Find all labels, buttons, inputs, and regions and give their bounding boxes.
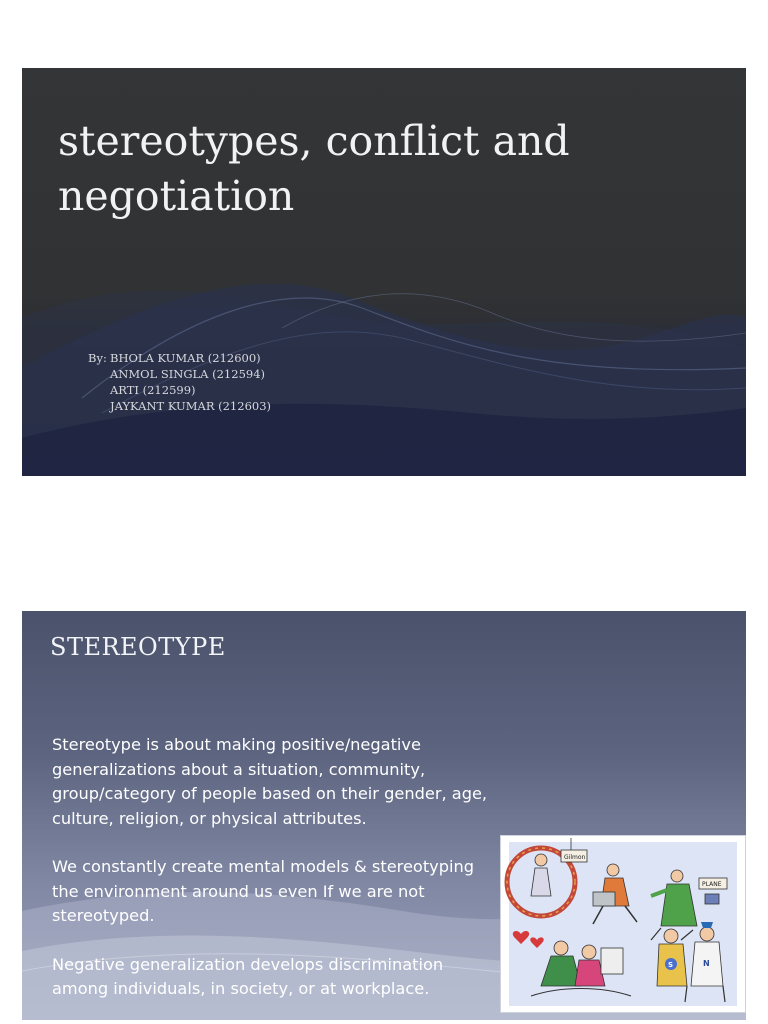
body-paragraph: We constantly create mental models & stereotyping the environment around us even If we are not stereotyped. — [52, 857, 475, 925]
slide-body — [52, 733, 492, 1020]
stereotype-cartoon-image — [500, 835, 746, 1013]
author-name: JAYKANT KUMAR (212603) — [110, 399, 271, 413]
cartoon-sign-text: N — [703, 959, 710, 968]
author-name: BHOLA KUMAR (212600) — [110, 351, 261, 365]
author-name: ARTI (212599) — [110, 383, 196, 397]
body-paragraph: Negative generalization develops discrimination among individuals, in society, or at workplace. — [52, 954, 444, 998]
cartoon-sign-text: Gilmon — [564, 854, 586, 861]
title-slide — [22, 68, 746, 476]
stereotype-slide — [22, 611, 746, 1020]
by-label: By: — [88, 351, 107, 365]
slide-heading: STEREOTYPE — [50, 633, 226, 661]
author-list — [88, 350, 271, 414]
body-paragraph: Stereotype is about making positive/negative generalizations about a situation, community, group/category of people based on their gender, age, culture, religion, or physical attributes. — [52, 735, 488, 828]
author-name: ANMOL SINGLA (212594) — [110, 367, 266, 381]
cartoon-illustration — [501, 836, 745, 1012]
slide-title: stereotypes, conflict and negotiation — [58, 117, 570, 220]
cartoon-sign-text: S — [668, 961, 674, 969]
cartoon-sign-text: PLANE — [702, 881, 722, 888]
